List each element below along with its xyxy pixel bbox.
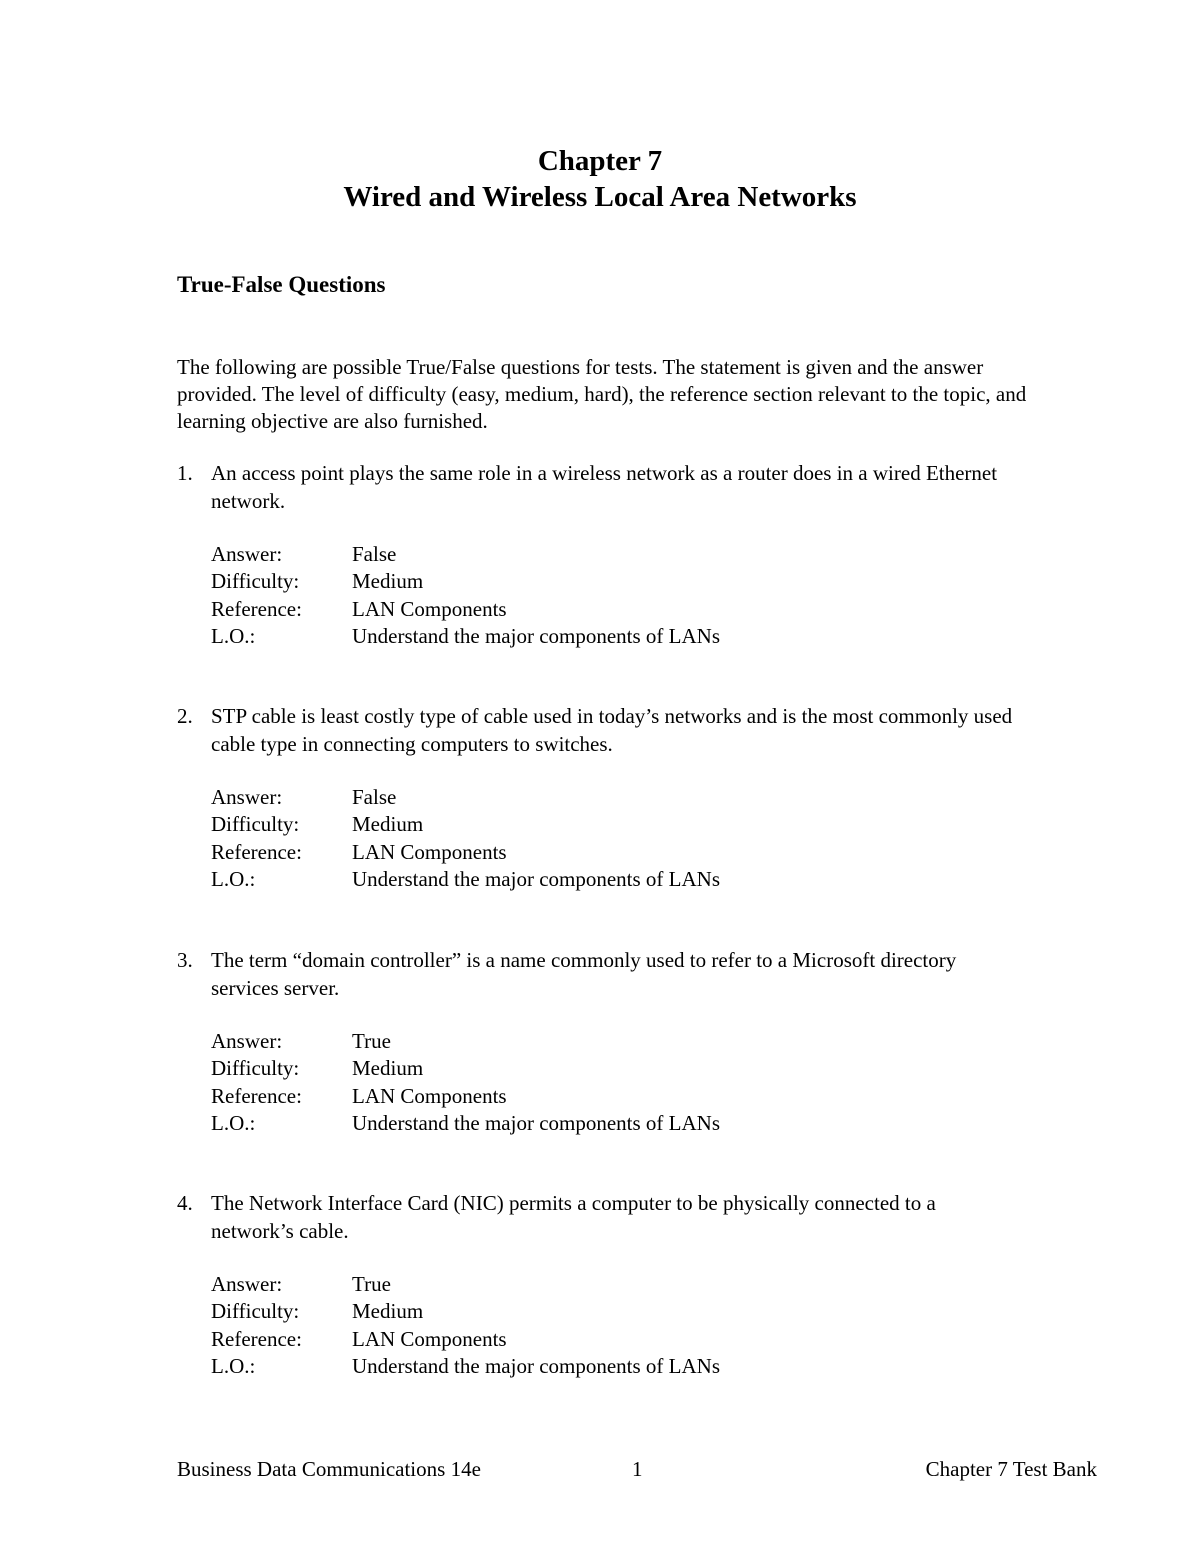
lo-row [211,623,1037,650]
answer-row [211,1028,1037,1055]
lo-row [211,1353,1037,1380]
lo-row [211,1110,1037,1137]
chapter-subtitle: Wired and Wireless Local Area Networks [343,181,857,213]
lo-value: Understand the major components of LANs [352,1353,721,1378]
difficulty-value: Medium [352,1056,424,1081]
difficulty-value: Medium [352,1299,424,1324]
question-number: 1. [177,461,193,485]
difficulty-label: Difficulty: [211,569,300,594]
question-meta [211,1271,1037,1380]
question-item [177,703,1037,893]
answer-row [211,784,1037,811]
answer-value: False [352,542,397,566]
question-text: An access point plays the same role in a wireless network as a router does in a wired Ethernet network. [211,461,998,513]
difficulty-label: Difficulty: [211,812,300,837]
lo-label: L.O.: [211,1353,256,1378]
difficulty-row [211,568,1037,595]
difficulty-value: Medium [352,812,424,837]
question-item [177,460,1037,650]
question-meta [211,541,1037,650]
lo-label: L.O.: [211,866,256,891]
question-item [177,947,1037,1137]
footer-page-number: 1 [632,1457,643,1481]
question-item [177,1190,1037,1380]
reference-row [211,1326,1037,1353]
reference-label: Reference: [211,596,302,621]
question-number: 3. [177,948,193,972]
question-meta [211,784,1037,893]
page-footer [177,1455,1097,1483]
footer-book-title: Business Data Communications 14e [177,1457,481,1481]
reference-row [211,1083,1037,1110]
reference-label: Reference: [211,1083,302,1108]
answer-row [211,541,1037,568]
lo-label: L.O.: [211,1110,256,1135]
lo-row [211,866,1037,893]
answer-label: Answer: [211,542,283,566]
chapter-title: Chapter 7 [537,145,663,177]
reference-value: LAN Components [352,596,507,621]
answer-value: True [352,1272,391,1296]
answer-label: Answer: [211,1272,283,1296]
answer-row [211,1271,1037,1298]
difficulty-label: Difficulty: [211,1299,300,1324]
difficulty-value: Medium [352,569,424,594]
question-text: The Network Interface Card (NIC) permits a computer to be physically connected to a network’s cable. [211,1191,936,1243]
reference-value: LAN Components [352,1083,507,1108]
question-number: 4. [177,1191,193,1215]
answer-label: Answer: [211,785,283,809]
question-number: 2. [177,704,193,728]
footer-chapter-label: Chapter 7 Test Bank [925,1457,1097,1481]
reference-value: LAN Components [352,1326,507,1351]
difficulty-row [211,1055,1037,1082]
lo-value: Understand the major components of LANs [352,623,721,648]
lo-value: Understand the major components of LANs [352,1110,721,1135]
lo-value: Understand the major components of LANs [352,866,721,891]
reference-label: Reference: [211,839,302,864]
difficulty-row [211,1298,1037,1325]
question-text: STP cable is least costly type of cable used in today’s networks and is the most commonly used cable type in connecting computers to switches. [211,704,1013,756]
reference-row [211,839,1037,866]
lo-label: L.O.: [211,623,256,648]
difficulty-label: Difficulty: [211,1056,300,1081]
reference-row [211,596,1037,623]
answer-label: Answer: [211,1029,283,1053]
question-meta [211,1028,1037,1137]
answer-value: False [352,785,397,809]
reference-value: LAN Components [352,839,507,864]
intro-paragraph: The following are possible True/False questions for tests. The statement is given and the answer provided. The level of difficulty (easy, medium, hard), the reference section relevant to the topic, and learning objective are also furnished. [177,355,1027,433]
difficulty-row [211,811,1037,838]
answer-value: True [352,1029,391,1053]
question-text: The term “domain controller” is a name commonly used to refer to a Microsoft directory services server. [211,948,957,1000]
section-heading: True-False Questions [177,272,386,297]
reference-label: Reference: [211,1326,302,1351]
